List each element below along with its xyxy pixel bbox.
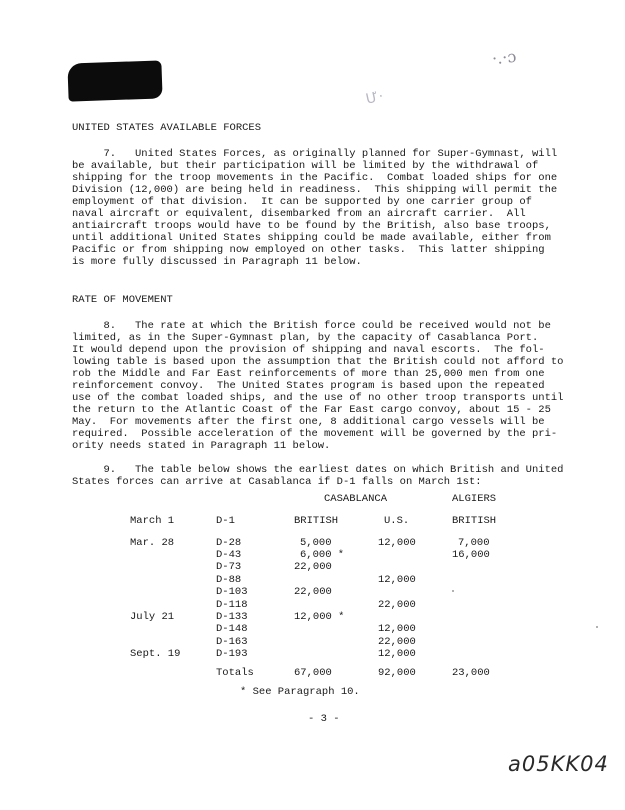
section-heading-rate-of-movement: RATE OF MOVEMENT — [72, 294, 173, 306]
text-line: be available, but their participation will be limited by the withdrawal of — [72, 160, 539, 172]
header-cas-british: BRITISH — [294, 515, 339, 527]
text-line: the return to the Atlantic Coast of the Far East cargo convoy, about 15 - 25 — [72, 404, 551, 416]
table-footnote: * See Paragraph 10. — [240, 686, 360, 698]
faint-stamp-mark: Ư· — [364, 88, 386, 108]
text-line: limited, as in the Super-Gymnast plan, by the capacity of Casablanca Port. — [72, 332, 539, 344]
text-line: shipping for the troop movements in the Pacific. Combat loaded ships for one — [72, 172, 558, 184]
text-line: States forces can arrive at Casablanca if D-1 falls on March 1st: — [72, 476, 482, 488]
redaction-block — [67, 60, 162, 101]
cell-day: D-193 — [216, 648, 248, 660]
cell-alg-british: 16,000 — [452, 549, 490, 561]
cell-cas-british: 12,000 * — [294, 611, 345, 623]
group-header-algiers: ALGIERS — [452, 493, 497, 505]
text-line: is more fully discussed in Paragraph 11 below. — [72, 256, 362, 268]
total-alg-british: 23,000 — [452, 667, 490, 679]
cell-day: D-133 — [216, 611, 248, 623]
handwritten-document-code: a05KK04 — [508, 752, 609, 776]
text-line: 9. The table below shows the earliest dates on which British and United — [72, 464, 564, 476]
cell-day: D-73 — [216, 561, 242, 573]
cell-date: July 21 — [130, 611, 175, 623]
text-line: rob the Middle and Far East reinforcements of more than 25,000 men from one — [72, 368, 545, 380]
cell-day: D-103 — [216, 586, 248, 598]
text-line: use of the combat loaded ships, and the use of no other troop transports until — [72, 392, 564, 404]
section-heading-available-forces: UNITED STATES AVAILABLE FORCES — [72, 122, 262, 134]
text-line: lowing table is based upon the assumption that the British could not afford to — [72, 356, 564, 368]
text-line: Pacific or from shipping now employed on other tasks. This latter shipping — [72, 244, 545, 256]
text-line: reinforcement convoy. The United States program is based upon the repeated — [72, 380, 545, 392]
cell-cas-us: 22,000 — [378, 599, 416, 611]
corner-stamp-mark: ·.·ɔ — [491, 46, 518, 69]
cell-day: D-148 — [216, 623, 248, 635]
cell-alg-british: 7,000 — [458, 537, 490, 549]
text-line: required. Possible acceleration of the movement will be governed by the pri- — [72, 428, 558, 440]
header-alg-british: BRITISH — [452, 515, 497, 527]
cell-cas-british: 5,000 — [300, 537, 332, 549]
cell-date: Sept. 19 — [130, 648, 181, 660]
text-line: May. For movements after the first one, 8 additional cargo vessels will be — [72, 416, 545, 428]
text-line: Division (12,000) are being held in readiness. This shipping will permit the — [72, 184, 558, 196]
cell-day: D-88 — [216, 574, 242, 586]
total-cas-us: 92,000 — [378, 667, 416, 679]
cell-cas-british: 22,000 — [294, 586, 332, 598]
totals-label: Totals — [216, 667, 254, 679]
text-line: employment of that division. It can be supported by one carrier group of — [72, 196, 532, 208]
group-header-casablanca: CASABLANCA — [324, 493, 388, 505]
text-line: 7. United States Forces, as originally planned for Super-Gymnast, will — [72, 148, 558, 160]
cell-day: D-43 — [216, 549, 242, 561]
paper-speck — [596, 626, 598, 628]
header-date: March 1 — [130, 515, 175, 527]
cell-cas-british: 6,000 * — [300, 549, 345, 561]
text-line: It would depend upon the provision of shipping and naval escorts. The fol- — [72, 344, 545, 356]
header-day: D-1 — [216, 515, 235, 527]
cell-cas-us: 12,000 — [378, 574, 416, 586]
cell-date: Mar. 28 — [130, 537, 175, 549]
cell-cas-us: 12,000 — [378, 648, 416, 660]
text-line: antiaircraft troops would have to be found by the British, also base troops, — [72, 220, 551, 232]
cell-day: D-28 — [216, 537, 242, 549]
cell-cas-us: 12,000 — [378, 623, 416, 635]
cell-day: D-118 — [216, 599, 248, 611]
header-cas-us: U.S. — [384, 515, 410, 527]
cell-cas-us: 12,000 — [378, 537, 416, 549]
cell-cas-us: 22,000 — [378, 636, 416, 648]
cell-cas-british: 22,000 — [294, 561, 332, 573]
total-cas-british: 67,000 — [294, 667, 332, 679]
page-number: - 3 - — [308, 713, 340, 725]
text-line: 8. The rate at which the British force could be received would not be — [72, 320, 551, 332]
cell-day: D-163 — [216, 636, 248, 648]
text-line: ority needs stated in Paragraph 11 below. — [72, 440, 331, 452]
paper-speck — [452, 590, 454, 592]
text-line: naval aircraft or equivalent, disembarked from an aircraft carrier. All — [72, 208, 526, 220]
text-line: until additional United States shipping could be made available, either from — [72, 232, 551, 244]
